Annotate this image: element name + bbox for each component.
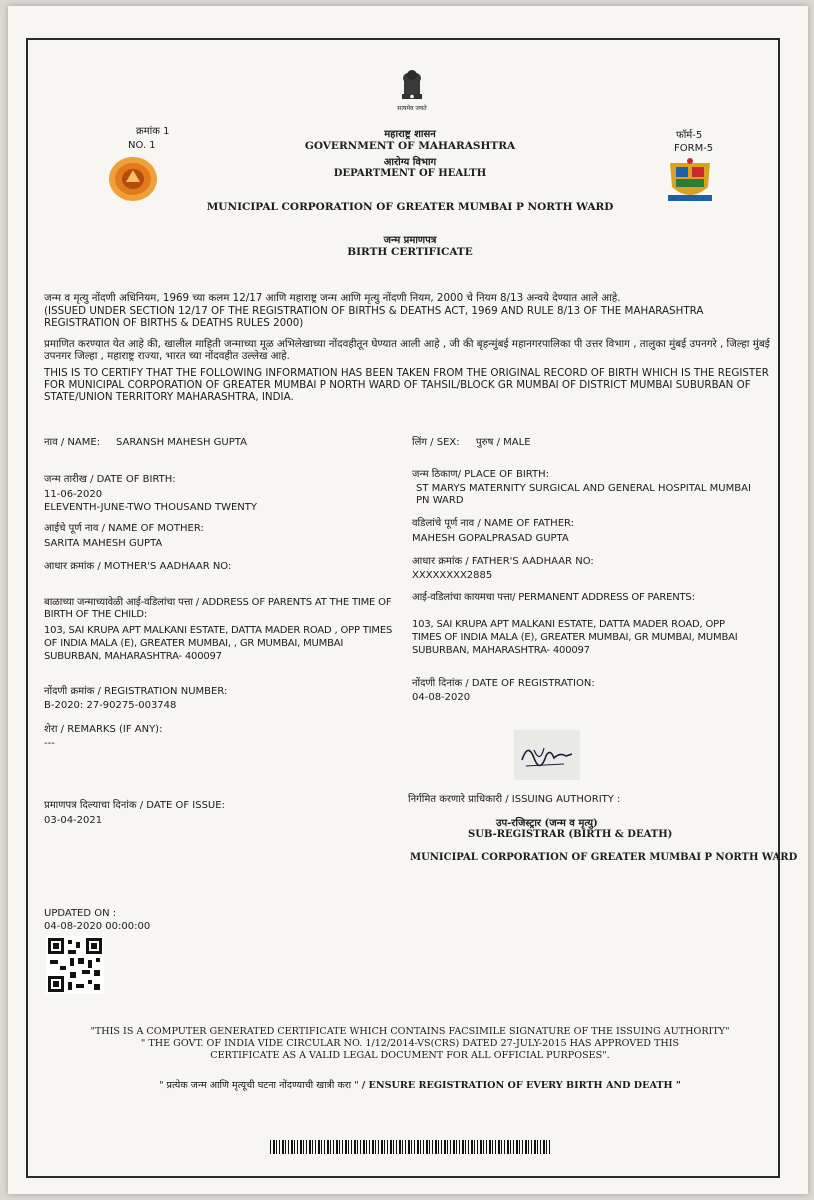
serial-en: NO. 1 <box>128 140 156 151</box>
form-mr: फॉर्म-5 <box>676 130 703 141</box>
dob-words: ELEVENTH-JUNE-TWO THOUSAND TWENTY <box>44 502 258 513</box>
footer-note-circular: " THE GOVT. OF INDIA VIDE CIRCULAR NO. 1/12/2014-VS(CRS) DATED 27-JULY-2015 HAS APPROVED THIS CERTIFICATE AS A VALID LEGAL DOCUMENT FOR ALL OFFICIAL PURPOSES". <box>140 1038 680 1062</box>
sex-label: लिंग / SEX: <box>412 437 460 448</box>
national-emblem-icon <box>388 66 436 106</box>
updated-value: 04-08-2020 00:00:00 <box>44 921 151 932</box>
dob-value: 11-06-2020 <box>44 489 103 500</box>
registration-date-label: नोंदणी दिनांक / DATE OF REGISTRATION: <box>412 678 595 689</box>
slogan-mr: " प्रत्येक जन्म आणि मृत्यूची घटना नोंदण्याची खात्री करा " <box>159 1080 359 1091</box>
registration-number-value: B-2020: 27-90275-003748 <box>44 700 177 711</box>
qr-code <box>46 936 104 994</box>
registrar-en: SUB-REGISTRAR (BIRTH & DEATH) <box>468 829 673 840</box>
name-label: नाव / NAME: <box>44 437 101 448</box>
father-aadhaar-value: XXXXXXXX2885 <box>412 570 493 581</box>
barcode <box>270 1140 550 1154</box>
father-label: वडिलांचे पूर्ण नाव / NAME OF FATHER: <box>412 518 575 529</box>
dept-mr: आरोग्य विभाग <box>383 157 437 168</box>
certificate-title-mr: जन्म प्रमाणपत्र <box>383 235 437 246</box>
footer-note-computer-generated: "THIS IS A COMPUTER GENERATED CERTIFICATE WHICH CONTAINS FACSIMILE SIGNATURE OF THE ISSUING AUTHORITY" <box>90 1026 730 1037</box>
remarks-value: --- <box>44 738 55 749</box>
issuing-authority-label: निर्गमित करणारे प्राधिकारी / ISSUING AUTHORITY : <box>408 794 621 805</box>
issue-date-value: 03-04-2021 <box>44 815 103 826</box>
mother-aadhaar-label: आधार क्रमांक / MOTHER'S AADHAAR NO: <box>44 561 232 572</box>
father-aadhaar-label: आधार क्रमांक / FATHER'S AADHAAR NO: <box>412 556 594 567</box>
registrar-mr: उप-रजिस्ट्रार (जन्म व मृत्यु) <box>496 818 598 829</box>
pob-label: जन्म ठिकाण/ PLACE OF BIRTH: <box>412 469 550 480</box>
dept-en: DEPARTMENT OF HEALTH <box>333 168 487 179</box>
authority-corporation: MUNICIPAL CORPORATION OF GREATER MUMBAI P NORTH WARD <box>410 852 798 863</box>
registration-date-value: 04-08-2020 <box>412 692 471 703</box>
certificate-title-en: BIRTH CERTIFICATE <box>347 246 473 258</box>
dob-label: जन्म तारीख / DATE OF BIRTH: <box>44 474 176 485</box>
form-en: FORM-5 <box>674 143 714 154</box>
intro-line1-mr: जन्म व मृत्यु नोंदणी अधिनियम, 1969 च्या कलम 12/17 आणि महाराष्ट्र जन्म आणि मृत्यु नोंदणी नियम, 2000 चे नियम 8/13 अन्वये देण्यात आले आहे. <box>44 292 621 304</box>
issue-date-label: प्रमाणपत्र दिल्याचा दिनांक / DATE OF ISSUE: <box>44 800 225 811</box>
maharashtra-seal-icon <box>108 156 158 202</box>
remarks-label: शेरा / REMARKS (IF ANY): <box>44 724 163 735</box>
slogan-en: / ENSURE REGISTRATION OF EVERY BIRTH AND DEATH " <box>361 1080 681 1091</box>
address-birth-value: 103, SAI KRUPA APT MALKANI ESTATE, DATTA MADER ROAD , OPP TIMES OF INDIA MALA (E), GREATER MUMBAI, , GR MUMBAI, MUMBAI SUBURBAN, MAHARASHTRA- 400097 <box>44 625 393 662</box>
corporation-title: MUNICIPAL CORPORATION OF GREATER MUMBAI P NORTH WARD <box>206 201 614 213</box>
state-en: GOVERNMENT OF MAHARASHTRA <box>304 140 516 152</box>
sex-value: पुरुष / MALE <box>476 437 531 448</box>
father-value: MAHESH GOPALPRASAD GUPTA <box>412 533 569 544</box>
intro-line2-en: THIS IS TO CERTIFY THAT THE FOLLOWING INFORMATION HAS BEEN TAKEN FROM THE ORIGINAL RECORD OF BIRTH WHICH IS THE REGISTER FOR MUNICIPAL CORPORATION OF GREATER MUMBAI P NORTH WARD OF TAHSIL/BLOCK GR MUMBAI OF DISTRICT MUMBAI SUBURBAN OF STATE/UNION TERRITORY MAHARASHTRA, INDIA. <box>44 367 769 404</box>
serial-mr: क्रमांक 1 <box>136 126 170 137</box>
mcgm-crest-icon <box>664 157 716 205</box>
name-value: SARANSH MAHESH GUPTA <box>116 437 247 448</box>
pob-value: ST MARYS MATERNITY SURGICAL AND GENERAL HOSPITAL MUMBAI PN WARD <box>416 483 751 506</box>
mother-label: आईचे पूर्ण नाव / NAME OF MOTHER: <box>44 523 204 534</box>
mother-value: SARITA MAHESH GUPTA <box>44 538 163 549</box>
emblem-motto: सत्यमेव जयते <box>397 105 427 112</box>
state-mr: महाराष्ट्र शासन <box>384 129 436 140</box>
updated-label: UPDATED ON : <box>44 908 117 919</box>
facsimile-signature <box>514 730 580 780</box>
address-birth-label: बाळाच्या जन्माच्यावेळी आई-वडिलांचा पत्ता / ADDRESS OF PARENTS AT THE TIME OF BIRTH OF THE CHILD: <box>44 597 392 620</box>
intro-line1-en: (ISSUED UNDER SECTION 12/17 OF THE REGISTRATION OF BIRTHS & DEATHS ACT, 1969 AND RULE 8/13 OF THE MAHARASHTRA REGISTRATION OF BIRTHS & DEATHS RULES 2000) <box>44 305 704 330</box>
address-permanent-label: आई-वडिलांचा कायमचा पत्ता/ PERMANENT ADDRESS OF PARENTS: <box>412 592 695 603</box>
registration-number-label: नोंदणी क्रमांक / REGISTRATION NUMBER: <box>44 686 228 697</box>
address-permanent-value: 103, SAI KRUPA APT MALKANI ESTATE, DATTA MADER ROAD, OPP TIMES OF INDIA MALA (E), GREATER MUMBAI, GR MUMBAI, MUMBAI SUBURBAN, MAHARASHTRA- 400097 <box>412 619 738 656</box>
intro-line2-mr: प्रमाणित करण्यात येत आहे की, खालील माहिती जन्माच्या मूळ अभिलेखाच्या नोंदवहीतून घेण्यात आली आहे , जी की बृहन्मुंबई महानगरपालिका पी उत्तर विभाग , तालुका मुंबई उपनगरे , जिल्हा मुंबई उपनगर जिल्हा , महाराष्ट्र राज्या, भारत च्या नोंदवहीत उल्लेख आहे. <box>44 338 770 363</box>
